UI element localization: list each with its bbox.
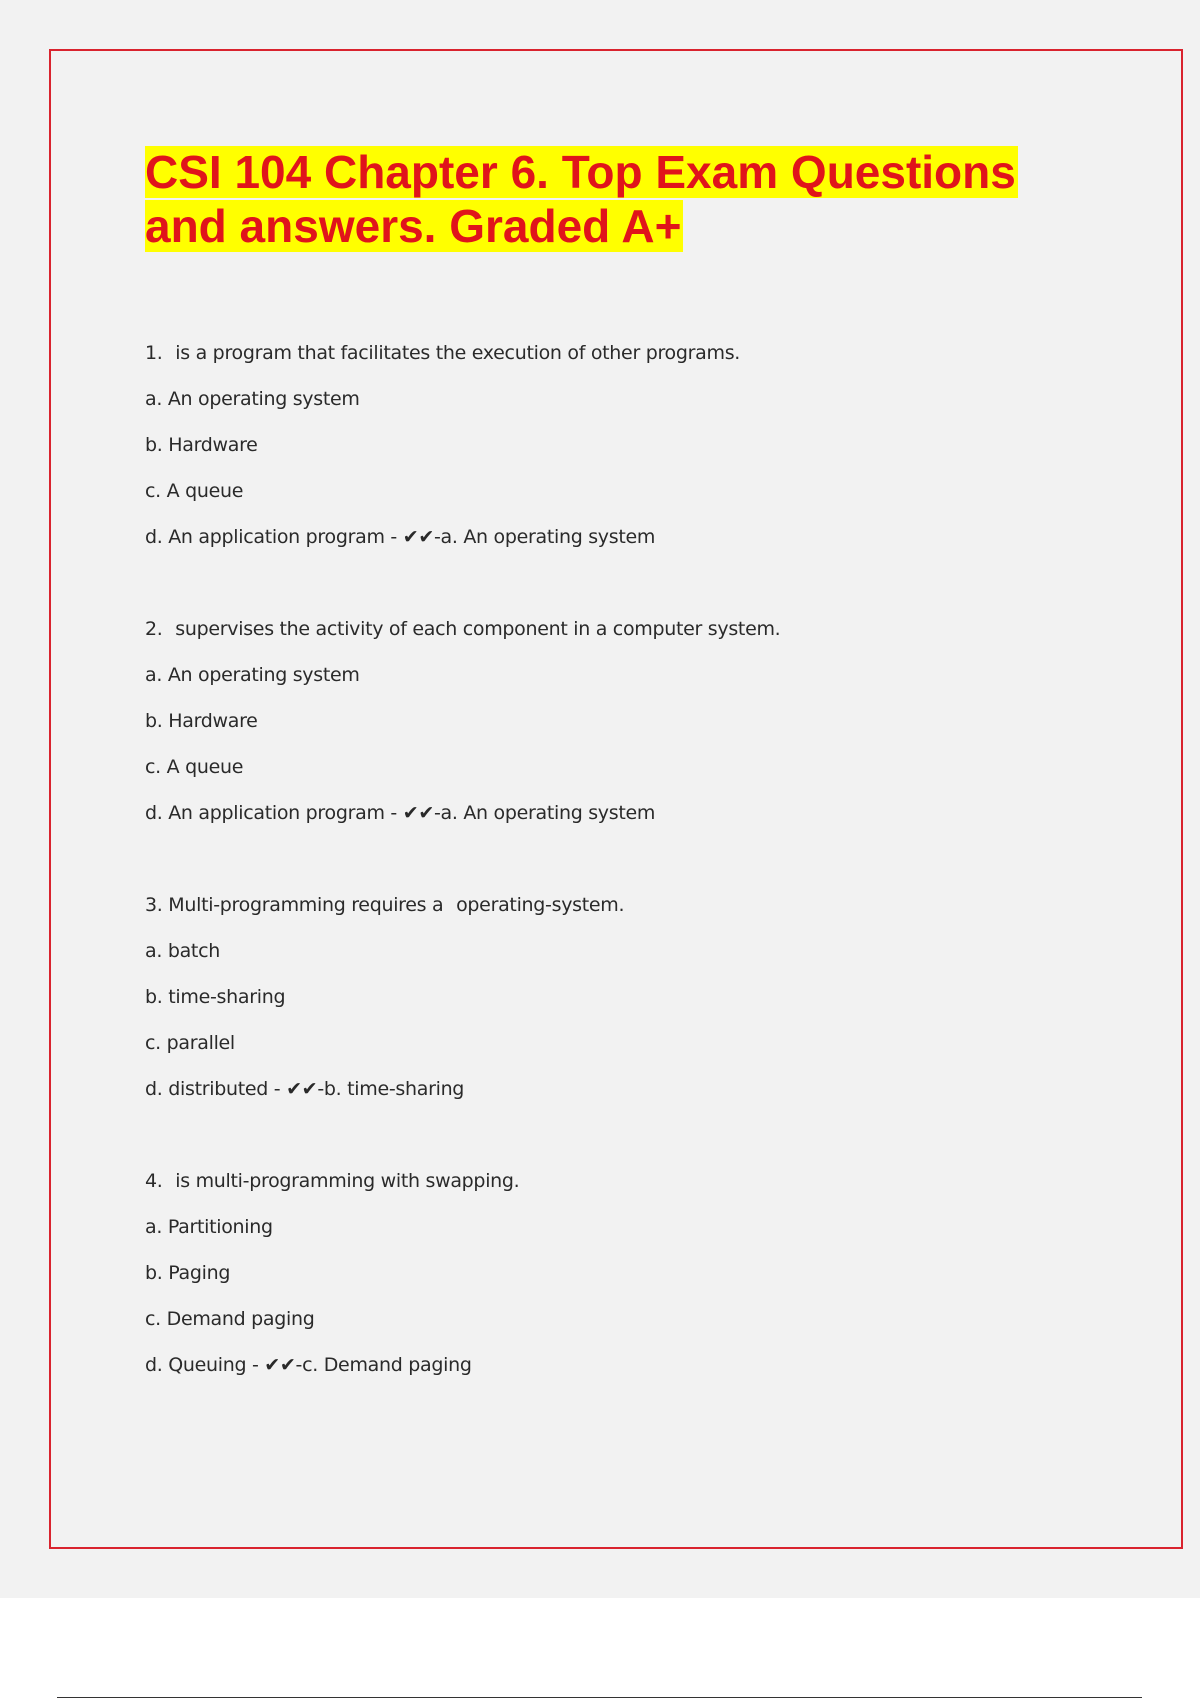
question-text: operating-system.	[456, 894, 625, 916]
question-number: 2.	[145, 618, 163, 640]
question-list	[145, 340, 1105, 1444]
title-highlight-1: CSI 104 Chapter 6. Top Exam Questions	[145, 146, 1016, 198]
question-1	[145, 340, 1105, 616]
option-c: c. A queue	[145, 756, 244, 778]
question-text-before: Multi-programming requires a	[168, 894, 444, 916]
question-number: 1.	[145, 342, 163, 364]
option-d-with-answer	[145, 1076, 1105, 1122]
double-check-icon: ✔✔	[402, 526, 434, 548]
option-b: b. Hardware	[145, 710, 258, 732]
option-a: a. batch	[145, 940, 220, 962]
correct-answer: -b. time-sharing	[317, 1078, 465, 1100]
title-line-1	[145, 145, 1090, 199]
option-a: a. An operating system	[145, 388, 360, 410]
question-2	[145, 616, 1105, 892]
option-d: d. An application program -	[145, 802, 403, 824]
option-c: c. A queue	[145, 480, 244, 502]
question-number: 3.	[145, 894, 163, 916]
double-check-icon: ✔✔	[264, 1354, 296, 1376]
double-check-icon: ✔✔	[402, 802, 434, 824]
title-highlight-2: and answers. Graded A+	[145, 200, 682, 252]
title-line-2	[145, 199, 1090, 253]
option-b: b. Paging	[145, 1262, 231, 1284]
correct-answer: -a. An operating system	[433, 526, 656, 548]
question-text: supervises the activity of each component in a computer system.	[175, 618, 781, 640]
option-d: d. An application program -	[145, 526, 403, 548]
question-text: is multi-programming with swapping.	[175, 1170, 520, 1192]
correct-answer: -a. An operating system	[433, 802, 656, 824]
question-text: is a program that facilitates the execution of other programs.	[175, 342, 741, 364]
option-d-with-answer	[145, 1352, 1105, 1398]
option-d-with-answer	[145, 800, 1105, 846]
page-footer-rule	[57, 1697, 1142, 1698]
question-stem	[145, 616, 1105, 662]
question-stem	[145, 340, 1105, 386]
option-d: d. Queuing -	[145, 1354, 265, 1376]
option-b: b. Hardware	[145, 434, 258, 456]
question-stem	[145, 892, 1105, 938]
option-d: d. distributed -	[145, 1078, 287, 1100]
question-stem	[145, 1168, 1105, 1214]
question-3	[145, 892, 1105, 1168]
option-a: a. Partitioning	[145, 1216, 273, 1238]
correct-answer: -c. Demand paging	[295, 1354, 472, 1376]
question-number: 4.	[145, 1170, 163, 1192]
option-d-with-answer	[145, 524, 1105, 570]
option-c: c. parallel	[145, 1032, 235, 1054]
option-b: b. time-sharing	[145, 986, 286, 1008]
document-title	[145, 145, 1090, 258]
option-c: c. Demand paging	[145, 1308, 315, 1330]
question-4	[145, 1168, 1105, 1444]
double-check-icon: ✔✔	[286, 1078, 318, 1100]
option-a: a. An operating system	[145, 664, 360, 686]
